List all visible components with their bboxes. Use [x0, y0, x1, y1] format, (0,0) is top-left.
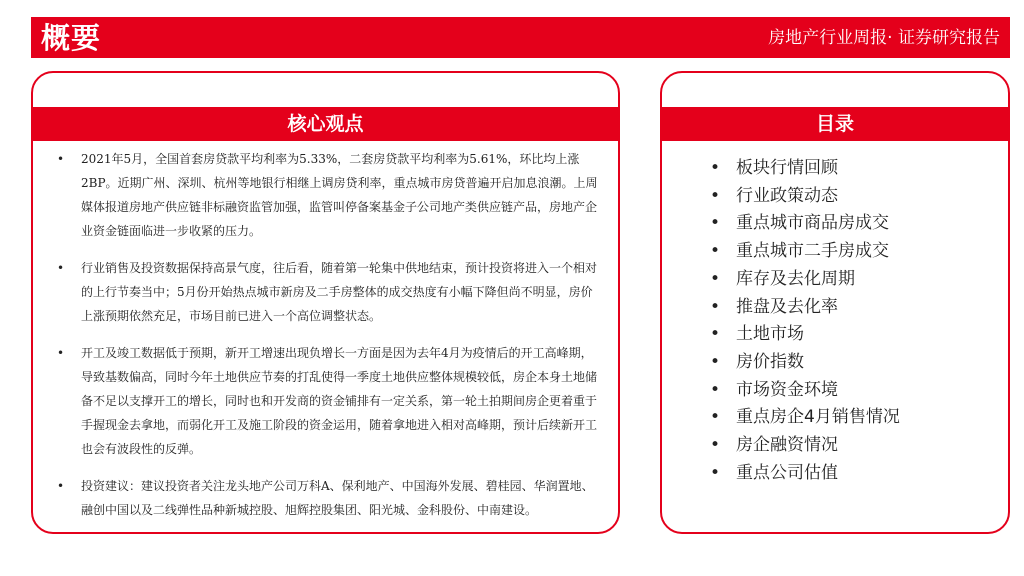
toc-item[interactable]	[710, 266, 900, 294]
toc-item[interactable]	[710, 321, 900, 349]
bullet-icon: •	[710, 185, 721, 206]
toc-item[interactable]	[710, 349, 900, 377]
bullet-icon: •	[710, 241, 721, 262]
toc-item-label: 推盘及去化率	[736, 296, 838, 317]
core-view-text: 2021年5月，全国首套房贷款平均利率为5.33%，二套房贷款平均利率为5.61%，环比均上涨2BP。近期广州、深圳、杭州等地银行相继上调房贷利率，重点城市房贷普遍开启加息浪潮。上周媒体报道房地产供应链非标融资监管加强，监管叫停备案基金子公司地产类供应链产品，房地产企业资金链面临进一步收紧的压力。	[81, 152, 598, 238]
toc-list	[710, 155, 900, 487]
core-view-text: 开工及竣工数据低于预期，新开工增速出现负增长一方面是因为去年4月为疫情后的开工高峰期，导致基数偏高，同时今年土地供应节奏的打乱使得一季度土地供应整体规模较低，房企本身土地储备不足以支撑开工的增长，同时也和开发商的资金铺排有一定关系，第一轮土拍期间房企更着重于手握现金去拿地，而弱化开工及施工阶段的资金运用，随着拿地进入相对高峰期，预计后续新开工也会有波段性的反弹。	[81, 346, 598, 456]
bullet-icon: •	[710, 268, 721, 289]
core-view-item	[55, 256, 603, 328]
bullet-icon: •	[710, 407, 721, 428]
core-views-heading: 核心观点	[33, 107, 618, 141]
core-views-list	[55, 147, 603, 534]
bullet-icon: •	[57, 261, 65, 275]
bullet-icon: •	[57, 479, 65, 493]
toc-item[interactable]	[710, 294, 900, 322]
report-subtitle: 房地产行业周报· 证券研究报告	[768, 28, 1000, 48]
toc-item-label: 市场资金环境	[736, 379, 838, 400]
bullet-icon: •	[710, 158, 721, 178]
core-view-item	[55, 147, 603, 243]
toc-item[interactable]	[710, 432, 900, 460]
core-view-text: 行业销售及投资数据保持高景气度，往后看，随着第一轮集中供地结束，预计投资将进入一个相对的上行节奏当中；5月份开始热点城市新房及二手房整体的成交热度有小幅下降但尚不明显，房价上涨预期依然充足，市场目前已进入一个高位调整状态。	[81, 261, 598, 323]
core-view-item	[55, 474, 603, 522]
bullet-icon: •	[57, 152, 65, 166]
toc-item[interactable]	[710, 210, 900, 238]
toc-item-label: 房企融资情况	[736, 435, 838, 456]
core-view-text: 投资建议：建议投资者关注龙头地产公司万科A、保利地产、中国海外发展、碧桂园、华润置地、融创中国以及二线弹性品种新城控股、旭辉控股集团、阳光城、金科股份、中南建设。	[81, 479, 594, 517]
toc-item[interactable]	[710, 404, 900, 432]
toc-item-label: 重点房企4月销售情况	[736, 407, 900, 428]
toc-item-label: 重点公司估值	[736, 462, 838, 483]
toc-item-label: 重点城市二手房成交	[736, 241, 889, 262]
toc-item[interactable]	[710, 155, 900, 183]
toc-panel	[660, 71, 1010, 534]
toc-item-label: 行业政策动态	[736, 185, 838, 206]
bullet-icon: •	[710, 213, 721, 234]
toc-heading: 目录	[662, 107, 1008, 141]
toc-item-label: 板块行情回顾	[736, 158, 838, 178]
bullet-icon: •	[710, 379, 721, 400]
core-view-item	[55, 341, 603, 461]
toc-item-label: 库存及去化周期	[736, 268, 855, 289]
toc-item[interactable]	[710, 460, 900, 488]
toc-item[interactable]	[710, 183, 900, 211]
bullet-icon: •	[710, 462, 721, 483]
bullet-icon: •	[710, 351, 721, 372]
page-title: 概要	[41, 21, 102, 55]
toc-item[interactable]	[710, 238, 900, 266]
bullet-icon: •	[710, 296, 721, 317]
bullet-icon: •	[710, 324, 721, 345]
header-bar	[31, 17, 1010, 58]
core-views-panel	[31, 71, 620, 534]
toc-item[interactable]	[710, 377, 900, 405]
toc-item-label: 重点城市商品房成交	[736, 213, 889, 234]
toc-item-label: 房价指数	[736, 351, 804, 372]
toc-item-label: 土地市场	[736, 324, 804, 345]
bullet-icon: •	[710, 435, 721, 456]
bullet-icon: •	[57, 346, 65, 360]
